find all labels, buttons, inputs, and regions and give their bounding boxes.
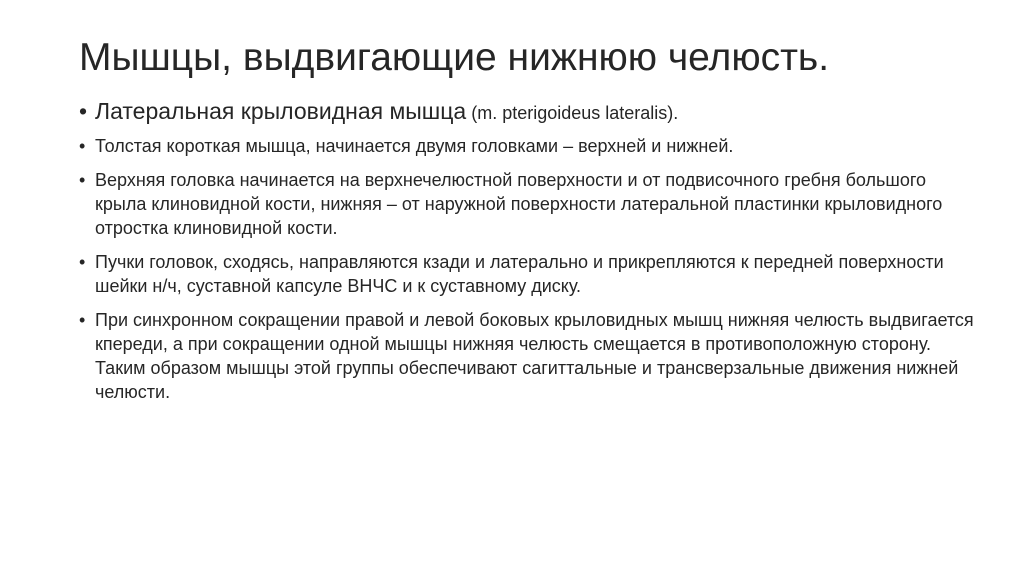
bullet-latin-name: (m. pterigoideus lateralis).: [466, 103, 679, 123]
bullet-item-description: [79, 134, 979, 158]
bullet-text: При синхронном сокращении правой и левой боковых крыловидных мышц нижняя челюсть выдвигается кпереди, а при сокращении одной мышцы нижняя челюсть смещается в противоположную сторону. Таким образом мышцы этой группы обеспечивают сагиттальные и трансверзальные движения нижней челюсти.: [95, 310, 974, 402]
bullet-text: Пучки головок, сходясь, направляются кзади и латерально и прикрепляются к передней поверхности шейки н/ч, суставной капсуле ВНЧС и к суставному диску.: [95, 252, 944, 296]
bullet-dot-icon: •: [79, 170, 86, 190]
bullet-item-function: [79, 308, 979, 404]
bullet-dot-icon: •: [79, 252, 86, 272]
bullet-text: Верхняя головка начинается на верхнечелюстной поверхности и от подвисочного гребня большого крыла клиновидной кости, нижняя – от наружной поверхности латеральной пластинки крыловидного отростка клиновидной кости.: [95, 170, 943, 238]
bullet-item-lateral-pterygoid: [79, 96, 979, 128]
bullet-text: Латеральная крыловидная мышца: [95, 98, 467, 124]
bullet-dot-icon: •: [79, 310, 86, 330]
bullet-list: [79, 96, 979, 414]
slide-title: Мышцы, выдвигающие нижнюю челюсть.: [79, 36, 830, 79]
bullet-dot-icon: •: [79, 98, 88, 124]
bullet-item-origin: [79, 168, 979, 240]
bullet-item-insertion: [79, 250, 979, 298]
bullet-dot-icon: •: [79, 136, 86, 156]
bullet-text: Толстая короткая мышца, начинается двумя головками – верхней и нижней.: [95, 136, 734, 156]
